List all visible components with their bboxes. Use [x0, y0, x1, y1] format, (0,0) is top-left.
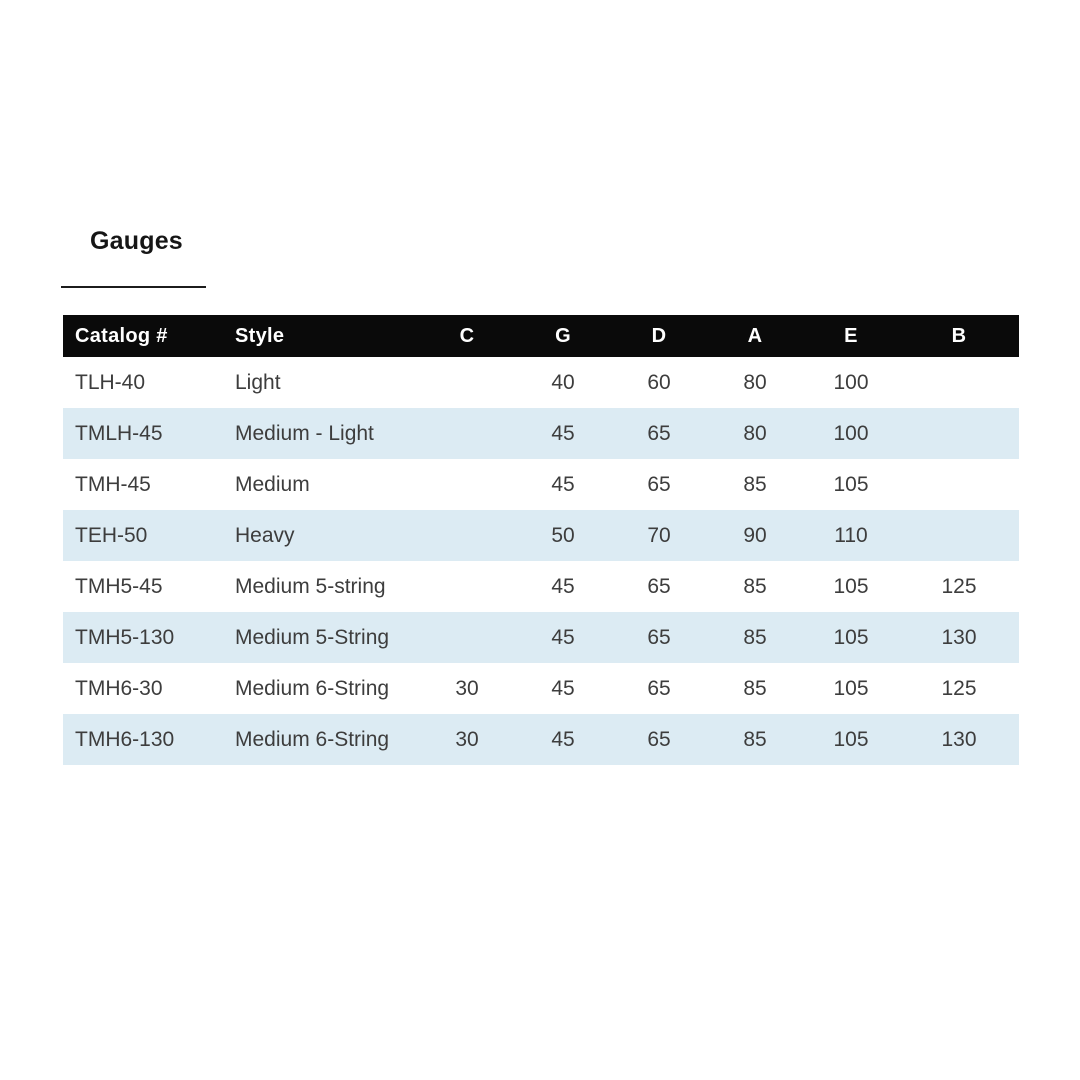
cell-style: Medium 5-string: [235, 574, 386, 598]
cell-e: 105: [833, 625, 869, 649]
cell-b: [899, 357, 1019, 408]
cell-b: 125: [941, 574, 977, 598]
cell-c: [419, 612, 515, 663]
cell-a: 90: [743, 523, 767, 547]
cell-style: Medium - Light: [235, 421, 374, 445]
cell-e: 100: [833, 421, 869, 445]
cell-e: 105: [833, 676, 869, 700]
cell-b: [899, 408, 1019, 459]
table-header: [63, 315, 1019, 357]
cell-style: Medium: [235, 472, 310, 496]
cell-c: 30: [455, 727, 479, 751]
cell-catalog: TMH5-130: [75, 625, 175, 649]
cell-b: 130: [941, 625, 977, 649]
cell-b: [899, 510, 1019, 561]
cell-g: 45: [551, 421, 575, 445]
cell-d: 65: [647, 472, 671, 496]
cell-e: 100: [833, 370, 869, 394]
cell-g: 45: [551, 625, 575, 649]
cell-c: 30: [455, 676, 479, 700]
cell-e: 105: [833, 727, 869, 751]
table-row: [63, 714, 1019, 765]
cell-style: Medium 6-String: [235, 727, 390, 751]
cell-a: 80: [743, 421, 767, 445]
cell-b: [899, 459, 1019, 510]
cell-g: 45: [551, 676, 575, 700]
cell-a: 85: [743, 625, 767, 649]
table-body: [63, 357, 1019, 765]
column-header-catalog: Catalog #: [63, 315, 224, 357]
cell-catalog: TEH-50: [75, 523, 148, 547]
cell-catalog: TMH-45: [75, 472, 151, 496]
cell-a: 85: [743, 676, 767, 700]
cell-d: 65: [647, 574, 671, 598]
column-header-d: D: [611, 315, 707, 357]
cell-style: Medium 6-String: [235, 676, 390, 700]
cell-d: 70: [647, 523, 671, 547]
cell-catalog: TMH6-130: [75, 727, 175, 751]
cell-catalog: TLH-40: [75, 370, 146, 394]
cell-catalog: TMLH-45: [75, 421, 163, 445]
cell-c: [419, 408, 515, 459]
table-row: [63, 612, 1019, 663]
cell-d: 65: [647, 676, 671, 700]
cell-b: 130: [941, 727, 977, 751]
cell-g: 45: [551, 727, 575, 751]
cell-a: 85: [743, 472, 767, 496]
table-row: [63, 663, 1019, 714]
cell-g: 40: [551, 370, 575, 394]
column-header-a: A: [707, 315, 803, 357]
cell-b: 125: [941, 676, 977, 700]
cell-g: 45: [551, 472, 575, 496]
column-header-g: G: [515, 315, 611, 357]
table-row: [63, 459, 1019, 510]
cell-e: 105: [833, 574, 869, 598]
column-header-b: B: [899, 315, 1019, 357]
cell-d: 65: [647, 421, 671, 445]
table-row: [63, 561, 1019, 612]
title-underline: [61, 286, 206, 288]
cell-d: 60: [647, 370, 671, 394]
column-header-e: E: [803, 315, 899, 357]
cell-style: Medium 5-String: [235, 625, 390, 649]
column-header-style: Style: [224, 315, 419, 357]
cell-c: [419, 510, 515, 561]
table-row: [63, 510, 1019, 561]
cell-d: 65: [647, 727, 671, 751]
column-header-c: C: [419, 315, 515, 357]
cell-a: 85: [743, 574, 767, 598]
cell-d: 65: [647, 625, 671, 649]
cell-style: Light: [235, 370, 281, 394]
cell-g: 45: [551, 574, 575, 598]
cell-c: [419, 357, 515, 408]
header-row: [63, 315, 1019, 357]
cell-e: 110: [834, 523, 868, 547]
cell-catalog: TMH6-30: [75, 676, 163, 700]
gauges-table: [63, 315, 1019, 765]
cell-a: 80: [743, 370, 767, 394]
table-row: [63, 357, 1019, 408]
cell-g: 50: [551, 523, 575, 547]
cell-c: [419, 459, 515, 510]
cell-a: 85: [743, 727, 767, 751]
cell-style: Heavy: [235, 523, 295, 547]
cell-catalog: TMH5-45: [75, 574, 163, 598]
cell-c: [419, 561, 515, 612]
cell-e: 105: [833, 472, 869, 496]
section-title: Gauges: [90, 227, 183, 255]
table-row: [63, 408, 1019, 459]
